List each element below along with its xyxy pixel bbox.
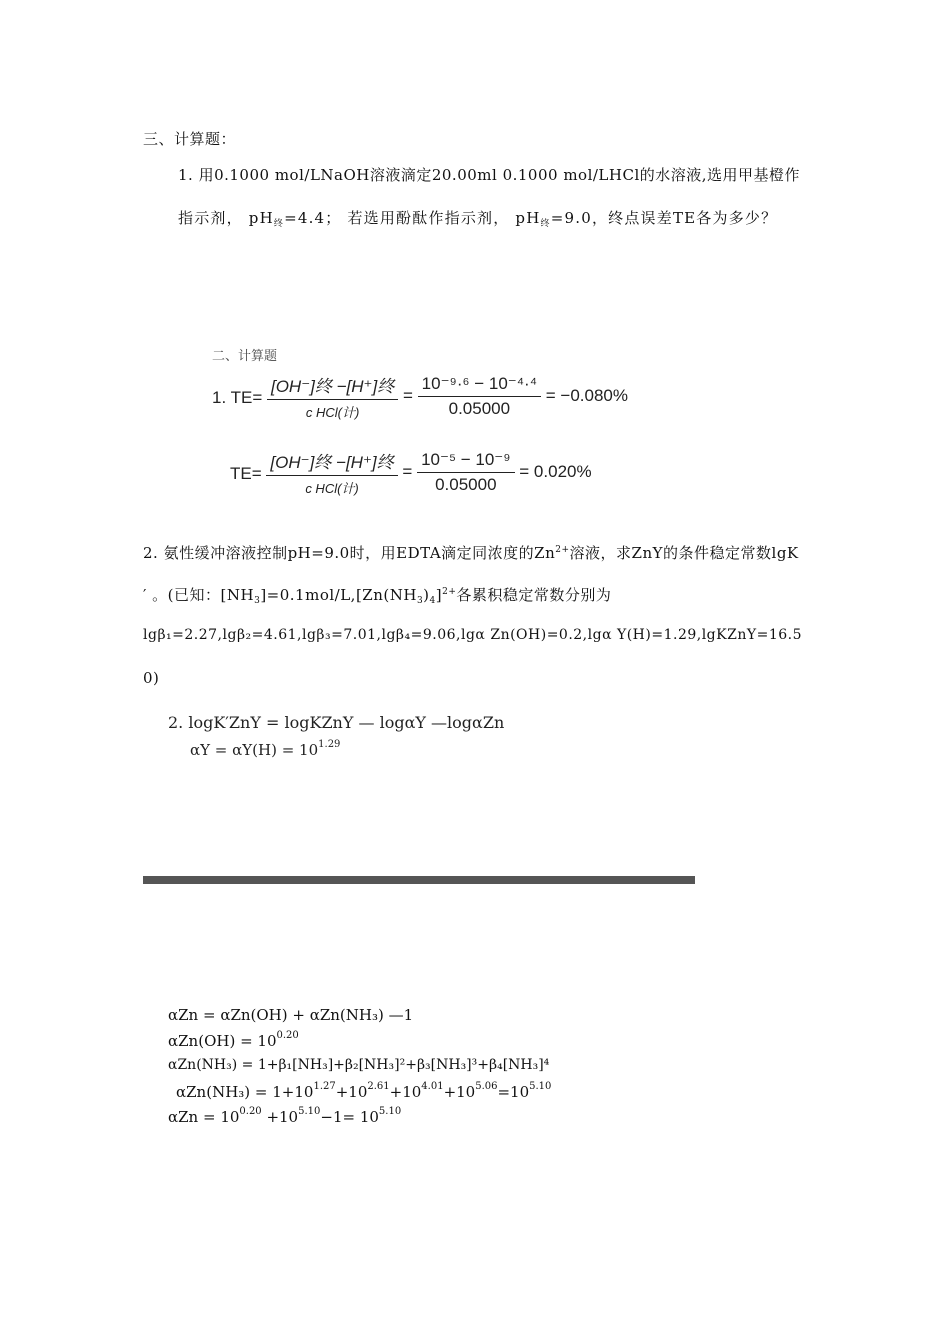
section-title: 三、计算题： — [143, 130, 237, 148]
ans3-line3: αZn(NH₃) = 1+β₁[NH₃]+β₂[NH₃]²+β₃[NH₃]³+β₄[NH₃]⁴ — [168, 1057, 550, 1073]
divider-bar — [143, 876, 695, 884]
value-fraction-1: $\frac{\text{10⁻⁹·⁶ − 10⁻⁴·⁴}}{0.05000}$ — [418, 374, 541, 419]
te-fraction-2: $\frac{\text{[OH⁻]终 −[H⁺]终}}{\text{c HCl(计)}}$ — [266, 448, 397, 497]
q2-line1: 2. 氨性缓冲溶液控制pH=9.0时，用EDTA滴定同浓度的$Zn^{2+}$溶液，求ZnY的条件稳定常数lgK — [143, 544, 799, 562]
ans3-line5: $\alpha Zn = 10^{0.20} +10^{5.10}-1= 10^{5.10}$ — [168, 1106, 402, 1126]
q2-line3: lgβ₁=2.27,lgβ₂=4.61,lgβ₃=7.01,lgβ₄=9.06,lgα Zn(OH)=0.2,lgα Y(H)=1.29,lgKZnY=16.5 — [143, 627, 802, 643]
ans1-formula-1: 1. TE= $\frac{\text{[OH⁻]终 −[H⁺]终}}{\text{c HCl(计)}}$ = $\frac{\text{10⁻⁹·⁶ − 10⁻⁴·⁴}}{0.05000}$ = −0.080% — [212, 374, 629, 420]
ans3-line2: $\alpha Zn(OH) = 10^{0.20}$ — [168, 1030, 299, 1050]
te-fraction-1: $\frac{\text{[OH⁻]终 −[H⁺]终}}{\text{c HCl(计)}}$ — [267, 372, 398, 421]
q2-line2: ′ 。(已知：$[NH_3]=0.1mol/L,[Zn(NH_3)_4]^{2+}$各累积稳定常数分别为 — [143, 586, 612, 606]
ans3-line4: $\alpha Zn(NH_3) = 1+10^{1.27}+10^{2.61}+10^{4.01}+10^{5.06}=10^{5.10}$ — [176, 1081, 552, 1101]
ans2-line1: 2. logK′ZnY = logKZnY — logαY —logαZn — [168, 713, 505, 732]
ans3-line1: αZn = αZn(OH) + αZn(NH₃) —1 — [168, 1006, 414, 1024]
ans1-heading: 二、计算题 — [212, 348, 278, 363]
value-fraction-2: $\frac{\text{10⁻⁵ − 10⁻⁹}}{0.05000}$ — [417, 450, 514, 495]
ans2-line2: $\alpha Y = \alpha Y(H) = 10^{1.29}$ — [190, 739, 341, 759]
q1-line2: 指示剂， $pH_终=4.4$； 若选用酚酞作指示剂， $pH_终=9.0$，终点误差TE各为多少？ — [178, 209, 778, 229]
q2-line4: 0) — [143, 669, 160, 687]
q1-line1: 1. 用0.1000 mol/LNaOH溶液滴定20.00ml 0.1000 mol/LHCl的水溶液,选用甲基橙作 — [178, 166, 801, 184]
ans1-formula-2: TE= $\frac{\text{[OH⁻]终 −[H⁺]终}}{\text{c HCl(计)}}$ = $\frac{\text{10⁻⁵ − 10⁻⁹}}{0.05000}$ = 0.020% — [230, 450, 592, 496]
